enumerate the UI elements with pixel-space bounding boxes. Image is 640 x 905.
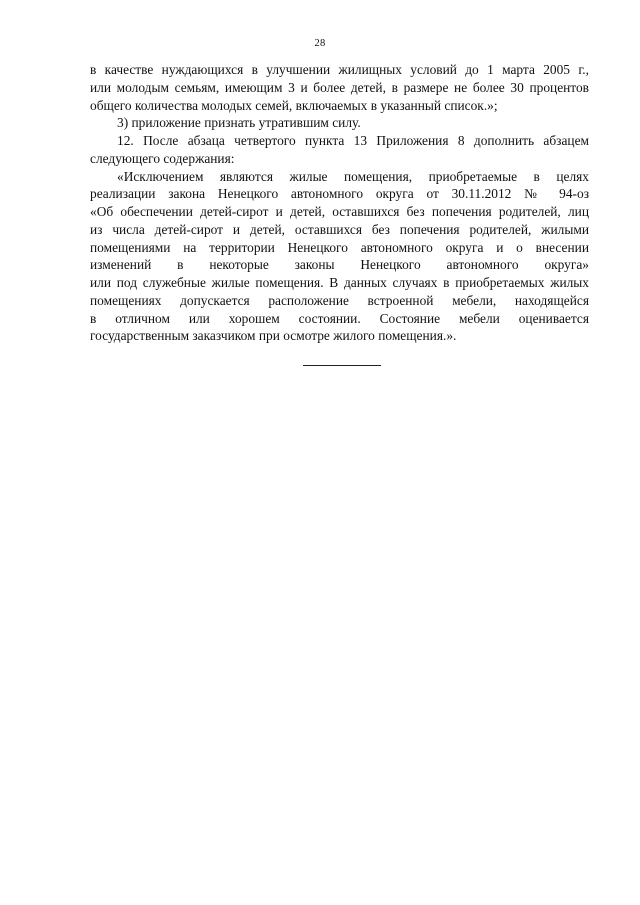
closing-divider	[303, 365, 381, 366]
text-line: помещениями на территории Ненецкого автономного округа и о внесении	[90, 239, 589, 255]
text-line: из числа детей-сирот и детей, оставшихся без попечения родителей, жилыми	[90, 221, 589, 237]
text-line: изменений в некоторые законы Ненецкого автономного округа»	[90, 257, 589, 273]
text-line: помещениях допускается расположение встроенной мебели, находящейся	[90, 292, 589, 308]
text-line: государственным заказчиком при осмотре жилого помещения.».	[90, 328, 457, 344]
text-line: реализации закона Ненецкого автономного округа от 30.11.2012 № 94-оз	[90, 186, 589, 202]
page-number: 28	[314, 38, 326, 49]
text-line: «Об обеспечении детей-сирот и детей, оставшихся без попечения родителей, лиц	[90, 204, 589, 219]
document-body	[90, 61, 589, 345]
text-line: в качестве нуждающихся в улучшении жилищных условий до 1 марта 2005 г.,	[90, 62, 589, 77]
text-line: «Исключением являются жилые помещения, приобретаемые в целях	[117, 168, 589, 184]
text-line: 12. После абзаца четвертого пункта 13 Приложения 8 дополнить абзацем	[117, 133, 589, 148]
text-line: следующего содержания:	[90, 150, 235, 166]
text-line: или под служебные жилые помещения. В данных случаях в приобретаемых жилых	[90, 275, 589, 290]
text-line: 3) приложение признать утратившим силу.	[117, 115, 361, 131]
text-line: общего количества молодых семей, включаемых в указанный список.»;	[90, 97, 498, 113]
text-line: или молодым семьям, имеющим 3 и более детей, в размере не более 30 процентов	[90, 79, 589, 95]
text-line: в отличном или хорошем состоянии. Состояние мебели оценивается	[90, 310, 589, 326]
